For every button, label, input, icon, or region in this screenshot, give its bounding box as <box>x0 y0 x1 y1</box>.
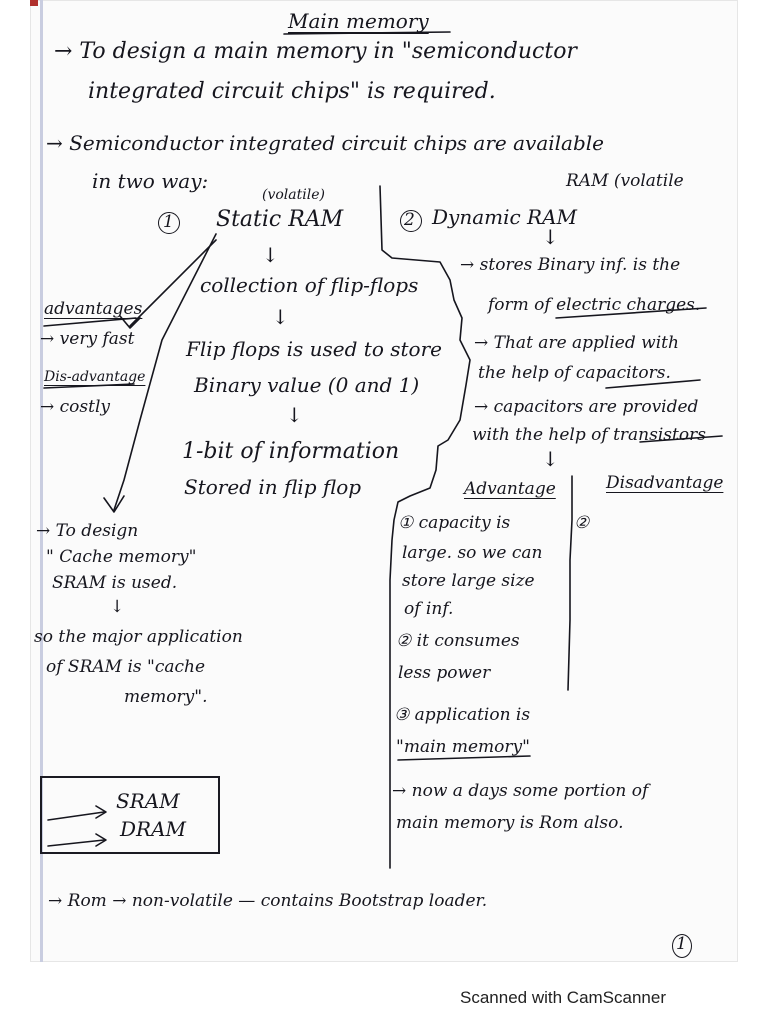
static-ram-number: 1 <box>163 212 174 232</box>
dynamic-ram-note: RAM (volatile <box>566 171 684 191</box>
capacitors-line-2: with the help of transistors <box>472 425 706 445</box>
bit-line-1: 1-bit of information <box>182 439 400 464</box>
capacitors-line-1: → capacitors are provided <box>474 397 699 417</box>
advantage-item-1a: ① capacity is <box>398 513 511 533</box>
rom-line: → Rom → non-volatile — contains Bootstrap loader. <box>48 891 488 911</box>
static-ram-label: Static RAM <box>216 207 344 232</box>
advantage-item-1b: large. so we can <box>402 543 543 563</box>
cache-line-2: " Cache memory" <box>46 547 197 567</box>
intro-line-3: → Semiconductor integrated circuit chips are available <box>46 131 604 155</box>
stores-line-2: form of electric charges. <box>488 295 701 315</box>
advantages-label: advantages <box>44 299 143 319</box>
very-fast-text: → very fast <box>40 329 135 349</box>
arrow-down: ↓ <box>272 305 289 329</box>
intro-line-1: → To design a main memory in "semiconductor <box>54 39 577 64</box>
major-line-3: memory". <box>124 687 208 707</box>
major-line-2: of SRAM is "cache <box>46 657 206 677</box>
store-line-2: Binary value (0 and 1) <box>194 373 420 397</box>
rom-note-line-2: main memory is Rom also. <box>396 813 624 833</box>
advantage-header: Advantage <box>464 479 556 499</box>
advantage-item-2b: less power <box>398 663 491 683</box>
rom-note-line-1: → now a days some portion of <box>392 781 649 801</box>
disadvantage-header: Disadvantage <box>606 473 724 493</box>
intro-line-4: in two way: <box>92 169 209 193</box>
stores-line-1: → stores Binary inf. is the <box>460 255 681 275</box>
applied-line-2: the help of capacitors. <box>478 363 671 383</box>
cache-line-3: SRAM is used. <box>52 573 178 593</box>
cache-arrow: ↓ <box>110 597 125 617</box>
cache-line-1: → To design <box>36 521 139 541</box>
disadvantage-label: Dis-advantage <box>44 369 146 385</box>
arrow-down: ↓ <box>542 225 559 249</box>
advantage-item-3a: ③ application is <box>394 705 531 725</box>
advantage-item-2a: ② it consumes <box>396 631 520 651</box>
store-line-1: Flip flops is used to store <box>186 337 442 361</box>
advantage-item-1d: of inf. <box>404 599 454 619</box>
static-ram-note: (volatile) <box>262 187 325 203</box>
page-number: 1 <box>676 934 687 954</box>
arrow-down: ↓ <box>262 243 279 267</box>
box-row-dram: DRAM <box>120 817 187 841</box>
costly-text: → costly <box>40 397 111 417</box>
disadvantage-item: ② <box>574 513 590 533</box>
applied-line-1: → That are applied with <box>474 333 679 353</box>
dynamic-ram-number: 2 <box>404 210 415 230</box>
arrow-down: ↓ <box>542 447 559 471</box>
arrow-down: ↓ <box>286 403 303 427</box>
box-row-sram: SRAM <box>116 789 180 813</box>
advantage-item-3b: "main memory" <box>396 737 530 757</box>
bit-line-2: Stored in flip flop <box>184 475 362 499</box>
major-line-1: so the major application <box>34 627 243 647</box>
intro-line-2: integrated circuit chips" is required. <box>88 79 496 104</box>
scanner-watermark: Scanned with CamScanner <box>460 988 667 1007</box>
flipflops-text: collection of flip-flops <box>200 273 419 297</box>
page-title: Main memory <box>288 9 429 33</box>
advantage-item-1c: store large size <box>402 571 535 591</box>
dynamic-ram-label: Dynamic RAM <box>432 205 578 229</box>
